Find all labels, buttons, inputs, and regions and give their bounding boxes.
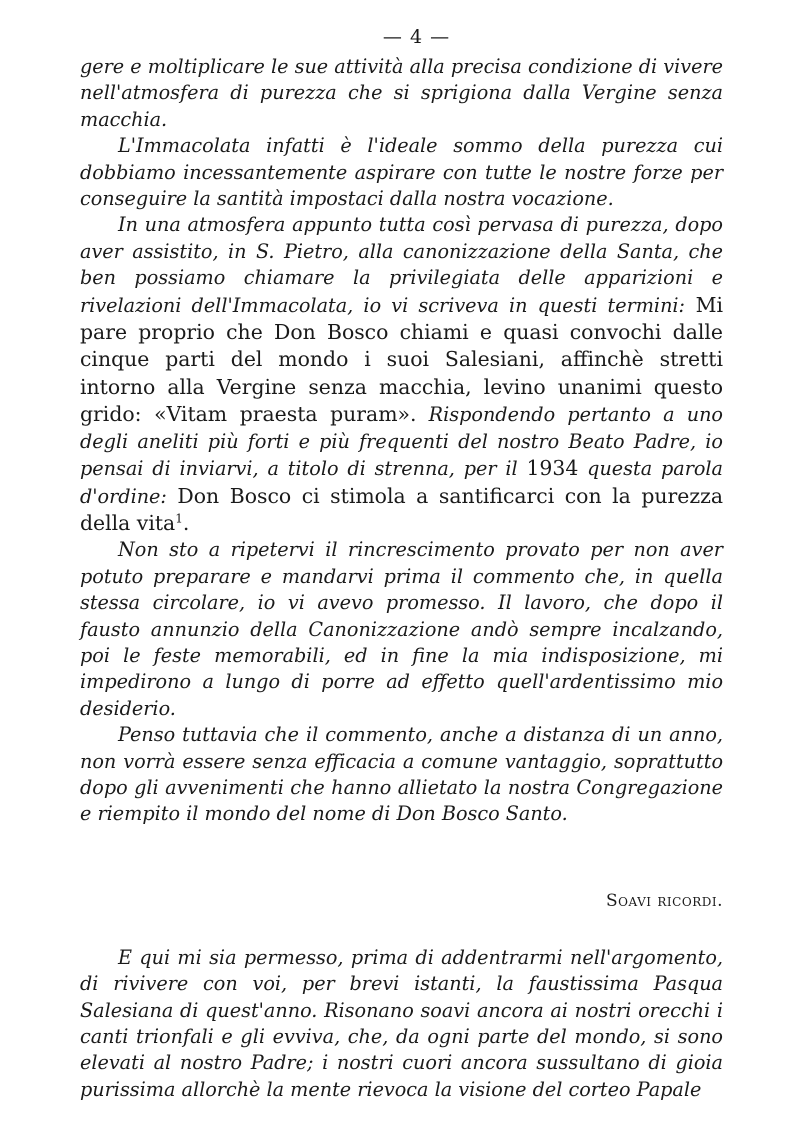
paragraph-3-italic-intro: In una atmosfera appunto tutta così pervasa di purezza, dopo aver assistito, in S. Pietro, alla canonizzazione della Santa, che ben possiamo chiamare la privilegiata delle apparizioni e rivelazioni dell'Immacolata, io vi scriveva in questi termini: [80, 213, 723, 317]
section-heading: Soavi ricordi. [606, 890, 723, 911]
paragraph-1: gere e moltiplicare le sue attività alla precisa condizione di vivere nell'atmosfera di purezza che si sprigiona dalla Vergine senza macchia. [80, 55, 723, 131]
paragraph-3-italic-order: questa parola d'ordine: [80, 457, 723, 508]
paragraph-6: E qui mi sia permesso, prima di addentrarmi nell'argomento, di rivivere con voi, per brevi istanti, la faustissima Pasqua Salesiana di quest'anno. Risonano soavi ancora ai nostri orecchi i canti trionfali e gli evviva, che, da ogni parte del mondo, si sono elevati al nostro Padre; i nostri cuori ancora sussultano di gioia purissima allorchè la mente rievoca la visione del corteo Papale [80, 945, 723, 1101]
paragraph-5: Penso tuttavia che il commento, anche a distanza di un anno, non vorrà essere senza efficacia a comune vantaggio, soprattutto dopo gli avvenimenti che hanno allietato la nostra Congregazione e riempito il mondo del nome di Don Bosco Santo. [80, 723, 723, 826]
paragraph-4: Non sto a ripetervi il rincrescimento provato per non aver potuto preparare e mandarvi prima il commento che, in quella stessa circolare, io vi avevo promesso. Il lavoro, che dopo il fausto annunzio della Canonizzazione andò sempre incalzando, poi le feste memorabili, ed in fine la mia indisposizione, mi impedirono a lungo di porre ad effetto quell'ardentissimo mio desiderio. [80, 538, 723, 720]
paragraph-3-end: . [182, 510, 190, 535]
document-page [80, 26, 723, 1103]
page-number: — 4 — [382, 26, 451, 48]
paragraph-3 [80, 212, 723, 537]
paragraph-2: L'Immacolata infatti è l'ideale sommo della purezza cui dobbiamo incessantemente aspirare con tutte le nostre forze per conseguire la santità impostaci dalla nostra vocazione. [80, 134, 723, 211]
paragraph-3-quote: Mi pare proprio che Don Bosco chiami e quasi convochi dalle cinque parti del mondo i suoi Salesiani, affinchè stretti intorno alla Vergine senza macchia, levino unanimi questo grido: «Vitam praesta puram». [80, 292, 723, 427]
paragraph-3-year: 1934 [526, 456, 579, 481]
footnote-marker: 1 [175, 511, 183, 526]
paragraph-3-italic-response: Rispondendo pertanto a uno degli aneliti più forti e più frequenti del nostro Beato Padre, io pensai di inviarvi, a titolo di strenna, per il [80, 403, 723, 481]
paragraph-3-motto: Don Bosco ci stimola a santificarci con la purezza della vita [80, 483, 723, 535]
